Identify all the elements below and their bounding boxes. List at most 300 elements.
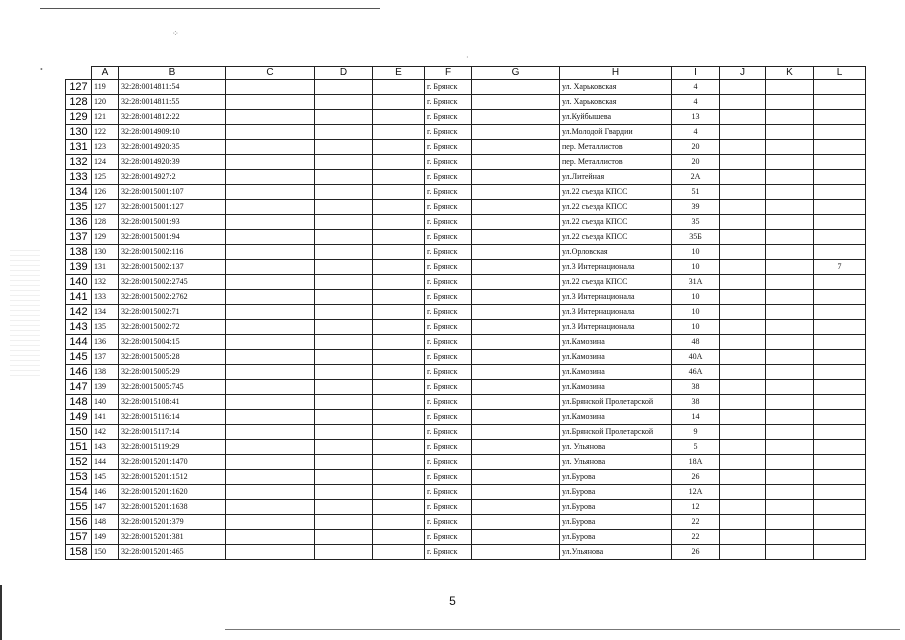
cell-h[interactable]: ул.Камозина <box>560 350 672 365</box>
row-number[interactable]: 143 <box>66 320 92 335</box>
cell-b[interactable]: 32:28:0015108:41 <box>119 395 226 410</box>
row-number[interactable]: 144 <box>66 335 92 350</box>
cell-l[interactable] <box>814 95 866 110</box>
cell-d[interactable] <box>315 245 373 260</box>
cell-k[interactable] <box>766 410 814 425</box>
cell-e[interactable] <box>373 215 425 230</box>
cell-e[interactable] <box>373 200 425 215</box>
cell-f[interactable]: г. Брянск <box>425 170 472 185</box>
cell-b[interactable]: 32:28:0015201:1470 <box>119 455 226 470</box>
cell-k[interactable] <box>766 350 814 365</box>
cell-i[interactable]: 10 <box>672 305 720 320</box>
cell-b[interactable]: 32:28:0014811:55 <box>119 95 226 110</box>
row-number[interactable]: 146 <box>66 365 92 380</box>
cell-l[interactable] <box>814 410 866 425</box>
cell-b[interactable]: 32:28:0015201:1638 <box>119 500 226 515</box>
cell-l[interactable] <box>814 200 866 215</box>
cell-b[interactable]: 32:28:0014811:54 <box>119 80 226 95</box>
cell-j[interactable] <box>720 95 766 110</box>
cell-a[interactable]: 139 <box>92 380 119 395</box>
cell-e[interactable] <box>373 440 425 455</box>
cell-a[interactable]: 133 <box>92 290 119 305</box>
row-number[interactable]: 141 <box>66 290 92 305</box>
cell-f[interactable]: г. Брянск <box>425 260 472 275</box>
cell-e[interactable] <box>373 470 425 485</box>
column-header-j[interactable]: J <box>720 67 766 80</box>
cell-g[interactable] <box>472 140 560 155</box>
cell-d[interactable] <box>315 440 373 455</box>
cell-i[interactable]: 2А <box>672 170 720 185</box>
cell-l[interactable] <box>814 545 866 560</box>
cell-k[interactable] <box>766 365 814 380</box>
cell-d[interactable] <box>315 335 373 350</box>
cell-g[interactable] <box>472 290 560 305</box>
cell-c[interactable] <box>226 410 315 425</box>
cell-k[interactable] <box>766 185 814 200</box>
cell-a[interactable]: 128 <box>92 215 119 230</box>
row-number[interactable]: 133 <box>66 170 92 185</box>
cell-b[interactable]: 32:28:0015116:14 <box>119 410 226 425</box>
cell-d[interactable] <box>315 275 373 290</box>
cell-j[interactable] <box>720 425 766 440</box>
cell-j[interactable] <box>720 260 766 275</box>
cell-a[interactable]: 126 <box>92 185 119 200</box>
cell-k[interactable] <box>766 290 814 305</box>
cell-i[interactable]: 10 <box>672 290 720 305</box>
cell-g[interactable] <box>472 275 560 290</box>
row-number[interactable]: 158 <box>66 545 92 560</box>
cell-l[interactable] <box>814 395 866 410</box>
cell-e[interactable] <box>373 80 425 95</box>
cell-e[interactable] <box>373 110 425 125</box>
cell-d[interactable] <box>315 380 373 395</box>
cell-j[interactable] <box>720 350 766 365</box>
row-number[interactable]: 135 <box>66 200 92 215</box>
row-number[interactable]: 155 <box>66 500 92 515</box>
cell-k[interactable] <box>766 110 814 125</box>
cell-a[interactable]: 130 <box>92 245 119 260</box>
cell-b[interactable]: 32:28:0015002:116 <box>119 245 226 260</box>
row-number[interactable]: 134 <box>66 185 92 200</box>
row-number[interactable]: 156 <box>66 515 92 530</box>
cell-a[interactable]: 123 <box>92 140 119 155</box>
cell-f[interactable]: г. Брянск <box>425 185 472 200</box>
cell-l[interactable] <box>814 125 866 140</box>
row-number[interactable]: 129 <box>66 110 92 125</box>
cell-c[interactable] <box>226 515 315 530</box>
cell-d[interactable] <box>315 515 373 530</box>
cell-f[interactable]: г. Брянск <box>425 470 472 485</box>
cell-l[interactable] <box>814 290 866 305</box>
row-number[interactable]: 157 <box>66 530 92 545</box>
cell-l[interactable] <box>814 320 866 335</box>
cell-h[interactable]: ул.Литейная <box>560 170 672 185</box>
cell-j[interactable] <box>720 290 766 305</box>
cell-h[interactable]: ул.Брянской Пролетарской <box>560 395 672 410</box>
cell-h[interactable]: ул.Бурова <box>560 500 672 515</box>
cell-l[interactable] <box>814 230 866 245</box>
column-header-k[interactable]: K <box>766 67 814 80</box>
cell-l[interactable] <box>814 275 866 290</box>
cell-c[interactable] <box>226 170 315 185</box>
cell-l[interactable] <box>814 335 866 350</box>
cell-g[interactable] <box>472 80 560 95</box>
cell-b[interactable]: 32:28:0015119:29 <box>119 440 226 455</box>
cell-a[interactable]: 142 <box>92 425 119 440</box>
cell-k[interactable] <box>766 485 814 500</box>
cell-k[interactable] <box>766 425 814 440</box>
cell-h[interactable]: ул.3 Интернационала <box>560 320 672 335</box>
cell-b[interactable]: 32:28:0015201:1512 <box>119 470 226 485</box>
cell-b[interactable]: 32:28:0015002:137 <box>119 260 226 275</box>
cell-a[interactable]: 120 <box>92 95 119 110</box>
cell-b[interactable]: 32:28:0015004:15 <box>119 335 226 350</box>
cell-j[interactable] <box>720 545 766 560</box>
cell-i[interactable]: 12 <box>672 500 720 515</box>
cell-g[interactable] <box>472 200 560 215</box>
cell-c[interactable] <box>226 125 315 140</box>
cell-h[interactable]: ул.Бурова <box>560 470 672 485</box>
cell-e[interactable] <box>373 125 425 140</box>
cell-l[interactable] <box>814 185 866 200</box>
cell-i[interactable]: 18А <box>672 455 720 470</box>
cell-f[interactable]: г. Брянск <box>425 320 472 335</box>
cell-c[interactable] <box>226 530 315 545</box>
cell-d[interactable] <box>315 95 373 110</box>
cell-e[interactable] <box>373 335 425 350</box>
row-number[interactable]: 139 <box>66 260 92 275</box>
cell-j[interactable] <box>720 440 766 455</box>
cell-j[interactable] <box>720 110 766 125</box>
cell-a[interactable]: 135 <box>92 320 119 335</box>
cell-l[interactable] <box>814 515 866 530</box>
row-number[interactable]: 130 <box>66 125 92 140</box>
cell-l[interactable] <box>814 215 866 230</box>
cell-a[interactable]: 147 <box>92 500 119 515</box>
cell-i[interactable]: 35Б <box>672 230 720 245</box>
cell-b[interactable]: 32:28:0015001:127 <box>119 200 226 215</box>
cell-g[interactable] <box>472 185 560 200</box>
cell-g[interactable] <box>472 335 560 350</box>
cell-c[interactable] <box>226 80 315 95</box>
cell-h[interactable]: ул.22 съезда КПСС <box>560 215 672 230</box>
cell-c[interactable] <box>226 290 315 305</box>
cell-j[interactable] <box>720 200 766 215</box>
cell-e[interactable] <box>373 260 425 275</box>
cell-g[interactable] <box>472 470 560 485</box>
cell-l[interactable] <box>814 110 866 125</box>
cell-e[interactable] <box>373 305 425 320</box>
cell-a[interactable]: 131 <box>92 260 119 275</box>
cell-i[interactable]: 26 <box>672 545 720 560</box>
cell-e[interactable] <box>373 230 425 245</box>
cell-c[interactable] <box>226 140 315 155</box>
cell-k[interactable] <box>766 395 814 410</box>
cell-f[interactable]: г. Брянск <box>425 410 472 425</box>
cell-i[interactable]: 20 <box>672 140 720 155</box>
cell-h[interactable]: ул.3 Интернационала <box>560 260 672 275</box>
cell-g[interactable] <box>472 365 560 380</box>
cell-g[interactable] <box>472 380 560 395</box>
cell-d[interactable] <box>315 395 373 410</box>
cell-c[interactable] <box>226 425 315 440</box>
cell-h[interactable]: ул.Камозина <box>560 335 672 350</box>
cell-f[interactable]: г. Брянск <box>425 155 472 170</box>
cell-g[interactable] <box>472 500 560 515</box>
corner-cell[interactable] <box>66 67 92 80</box>
cell-i[interactable]: 39 <box>672 200 720 215</box>
cell-b[interactable]: 32:28:0015002:2762 <box>119 290 226 305</box>
cell-l[interactable] <box>814 485 866 500</box>
cell-d[interactable] <box>315 215 373 230</box>
cell-g[interactable] <box>472 515 560 530</box>
cell-f[interactable]: г. Брянск <box>425 500 472 515</box>
cell-b[interactable]: 32:28:0015001:93 <box>119 215 226 230</box>
cell-b[interactable]: 32:28:0014920:35 <box>119 140 226 155</box>
row-number[interactable]: 131 <box>66 140 92 155</box>
cell-j[interactable] <box>720 125 766 140</box>
cell-j[interactable] <box>720 500 766 515</box>
cell-h[interactable]: ул.3 Интернационала <box>560 305 672 320</box>
cell-a[interactable]: 134 <box>92 305 119 320</box>
cell-c[interactable] <box>226 365 315 380</box>
cell-e[interactable] <box>373 155 425 170</box>
cell-b[interactable]: 32:28:0014920:39 <box>119 155 226 170</box>
cell-g[interactable] <box>472 215 560 230</box>
cell-k[interactable] <box>766 455 814 470</box>
cell-a[interactable]: 140 <box>92 395 119 410</box>
cell-a[interactable]: 124 <box>92 155 119 170</box>
cell-e[interactable] <box>373 500 425 515</box>
cell-k[interactable] <box>766 335 814 350</box>
cell-j[interactable] <box>720 320 766 335</box>
cell-d[interactable] <box>315 110 373 125</box>
cell-g[interactable] <box>472 320 560 335</box>
cell-l[interactable] <box>814 170 866 185</box>
cell-e[interactable] <box>373 410 425 425</box>
row-number[interactable]: 151 <box>66 440 92 455</box>
cell-a[interactable]: 136 <box>92 335 119 350</box>
cell-l[interactable] <box>814 140 866 155</box>
cell-b[interactable]: 32:28:0015001:94 <box>119 230 226 245</box>
cell-i[interactable]: 35 <box>672 215 720 230</box>
cell-a[interactable]: 119 <box>92 80 119 95</box>
cell-f[interactable]: г. Брянск <box>425 140 472 155</box>
cell-e[interactable] <box>373 485 425 500</box>
cell-b[interactable]: 32:28:0015005:745 <box>119 380 226 395</box>
cell-a[interactable]: 132 <box>92 275 119 290</box>
cell-f[interactable]: г. Брянск <box>425 350 472 365</box>
row-number[interactable]: 136 <box>66 215 92 230</box>
cell-j[interactable] <box>720 395 766 410</box>
cell-i[interactable]: 31А <box>672 275 720 290</box>
cell-f[interactable]: г. Брянск <box>425 125 472 140</box>
cell-k[interactable] <box>766 320 814 335</box>
cell-f[interactable]: г. Брянск <box>425 425 472 440</box>
cell-g[interactable] <box>472 125 560 140</box>
cell-h[interactable]: ул. Харьковская <box>560 80 672 95</box>
cell-j[interactable] <box>720 80 766 95</box>
cell-l[interactable] <box>814 155 866 170</box>
cell-j[interactable] <box>720 215 766 230</box>
cell-g[interactable] <box>472 110 560 125</box>
cell-f[interactable]: г. Брянск <box>425 110 472 125</box>
cell-i[interactable]: 9 <box>672 425 720 440</box>
cell-c[interactable] <box>226 260 315 275</box>
cell-e[interactable] <box>373 545 425 560</box>
cell-e[interactable] <box>373 95 425 110</box>
cell-f[interactable]: г. Брянск <box>425 335 472 350</box>
cell-a[interactable]: 137 <box>92 350 119 365</box>
cell-j[interactable] <box>720 380 766 395</box>
cell-c[interactable] <box>226 215 315 230</box>
cell-j[interactable] <box>720 185 766 200</box>
cell-i[interactable]: 10 <box>672 320 720 335</box>
cell-b[interactable]: 32:28:0015001:107 <box>119 185 226 200</box>
cell-i[interactable]: 38 <box>672 380 720 395</box>
cell-h[interactable]: пер. Металлистов <box>560 155 672 170</box>
cell-l[interactable] <box>814 305 866 320</box>
cell-i[interactable]: 10 <box>672 260 720 275</box>
cell-c[interactable] <box>226 155 315 170</box>
cell-e[interactable] <box>373 425 425 440</box>
cell-a[interactable]: 145 <box>92 470 119 485</box>
cell-l[interactable] <box>814 530 866 545</box>
cell-g[interactable] <box>472 485 560 500</box>
cell-a[interactable]: 149 <box>92 530 119 545</box>
cell-f[interactable]: г. Брянск <box>425 215 472 230</box>
cell-b[interactable]: 32:28:0015201:465 <box>119 545 226 560</box>
cell-h[interactable]: ул.22 съезда КПСС <box>560 230 672 245</box>
cell-h[interactable]: ул.Куйбышева <box>560 110 672 125</box>
cell-c[interactable] <box>226 440 315 455</box>
column-header-c[interactable]: C <box>226 67 315 80</box>
cell-i[interactable]: 4 <box>672 95 720 110</box>
cell-g[interactable] <box>472 305 560 320</box>
cell-h[interactable]: ул.22 съезда КПСС <box>560 275 672 290</box>
cell-f[interactable]: г. Брянск <box>425 530 472 545</box>
cell-j[interactable] <box>720 275 766 290</box>
cell-k[interactable] <box>766 95 814 110</box>
column-header-l[interactable]: L <box>814 67 866 80</box>
cell-j[interactable] <box>720 530 766 545</box>
cell-c[interactable] <box>226 305 315 320</box>
cell-l[interactable]: 7 <box>814 260 866 275</box>
cell-b[interactable]: 32:28:0015002:72 <box>119 320 226 335</box>
cell-l[interactable] <box>814 365 866 380</box>
cell-a[interactable]: 121 <box>92 110 119 125</box>
cell-d[interactable] <box>315 305 373 320</box>
cell-k[interactable] <box>766 140 814 155</box>
row-number[interactable]: 150 <box>66 425 92 440</box>
cell-f[interactable]: г. Брянск <box>425 290 472 305</box>
cell-e[interactable] <box>373 515 425 530</box>
column-header-g[interactable]: G <box>472 67 560 80</box>
cell-j[interactable] <box>720 410 766 425</box>
cell-j[interactable] <box>720 245 766 260</box>
cell-a[interactable]: 143 <box>92 440 119 455</box>
cell-a[interactable]: 146 <box>92 485 119 500</box>
cell-l[interactable] <box>814 500 866 515</box>
cell-k[interactable] <box>766 200 814 215</box>
row-number[interactable]: 147 <box>66 380 92 395</box>
cell-e[interactable] <box>373 365 425 380</box>
column-header-d[interactable]: D <box>315 67 373 80</box>
cell-f[interactable]: г. Брянск <box>425 380 472 395</box>
cell-b[interactable]: 32:28:0014909:10 <box>119 125 226 140</box>
cell-b[interactable]: 32:28:0015002:2745 <box>119 275 226 290</box>
cell-f[interactable]: г. Брянск <box>425 275 472 290</box>
cell-b[interactable]: 32:28:0015002:71 <box>119 305 226 320</box>
cell-l[interactable] <box>814 245 866 260</box>
cell-a[interactable]: 144 <box>92 455 119 470</box>
cell-l[interactable] <box>814 350 866 365</box>
cell-f[interactable]: г. Брянск <box>425 245 472 260</box>
cell-e[interactable] <box>373 170 425 185</box>
cell-e[interactable] <box>373 185 425 200</box>
cell-d[interactable] <box>315 500 373 515</box>
column-header-e[interactable]: E <box>373 67 425 80</box>
cell-k[interactable] <box>766 470 814 485</box>
row-number[interactable]: 127 <box>66 80 92 95</box>
cell-b[interactable]: 32:28:0015201:381 <box>119 530 226 545</box>
cell-a[interactable]: 127 <box>92 200 119 215</box>
cell-k[interactable] <box>766 500 814 515</box>
cell-a[interactable]: 129 <box>92 230 119 245</box>
row-number[interactable]: 148 <box>66 395 92 410</box>
cell-d[interactable] <box>315 410 373 425</box>
cell-e[interactable] <box>373 140 425 155</box>
cell-d[interactable] <box>315 365 373 380</box>
column-header-f[interactable]: F <box>425 67 472 80</box>
cell-i[interactable]: 12А <box>672 485 720 500</box>
cell-k[interactable] <box>766 275 814 290</box>
cell-e[interactable] <box>373 395 425 410</box>
cell-g[interactable] <box>472 230 560 245</box>
cell-i[interactable]: 14 <box>672 410 720 425</box>
cell-i[interactable]: 4 <box>672 125 720 140</box>
cell-i[interactable]: 48 <box>672 335 720 350</box>
cell-d[interactable] <box>315 455 373 470</box>
cell-k[interactable] <box>766 305 814 320</box>
cell-h[interactable]: ул.Бурова <box>560 530 672 545</box>
cell-c[interactable] <box>226 95 315 110</box>
cell-g[interactable] <box>472 440 560 455</box>
cell-b[interactable]: 32:28:0015005:28 <box>119 350 226 365</box>
cell-h[interactable]: ул.Молодой Гвардии <box>560 125 672 140</box>
cell-c[interactable] <box>226 380 315 395</box>
cell-i[interactable]: 38 <box>672 395 720 410</box>
cell-c[interactable] <box>226 455 315 470</box>
cell-e[interactable] <box>373 320 425 335</box>
cell-b[interactable]: 32:28:0015117:14 <box>119 425 226 440</box>
cell-f[interactable]: г. Брянск <box>425 455 472 470</box>
cell-g[interactable] <box>472 95 560 110</box>
cell-h[interactable]: ул.22 съезда КПСС <box>560 200 672 215</box>
cell-i[interactable]: 4 <box>672 80 720 95</box>
cell-i[interactable]: 10 <box>672 245 720 260</box>
cell-f[interactable]: г. Брянск <box>425 395 472 410</box>
cell-c[interactable] <box>226 470 315 485</box>
column-header-b[interactable]: B <box>119 67 226 80</box>
cell-l[interactable] <box>814 440 866 455</box>
cell-j[interactable] <box>720 455 766 470</box>
cell-h[interactable]: ул. Харьковская <box>560 95 672 110</box>
cell-c[interactable] <box>226 320 315 335</box>
row-number[interactable]: 138 <box>66 245 92 260</box>
cell-j[interactable] <box>720 485 766 500</box>
cell-h[interactable]: ул.Камозина <box>560 410 672 425</box>
